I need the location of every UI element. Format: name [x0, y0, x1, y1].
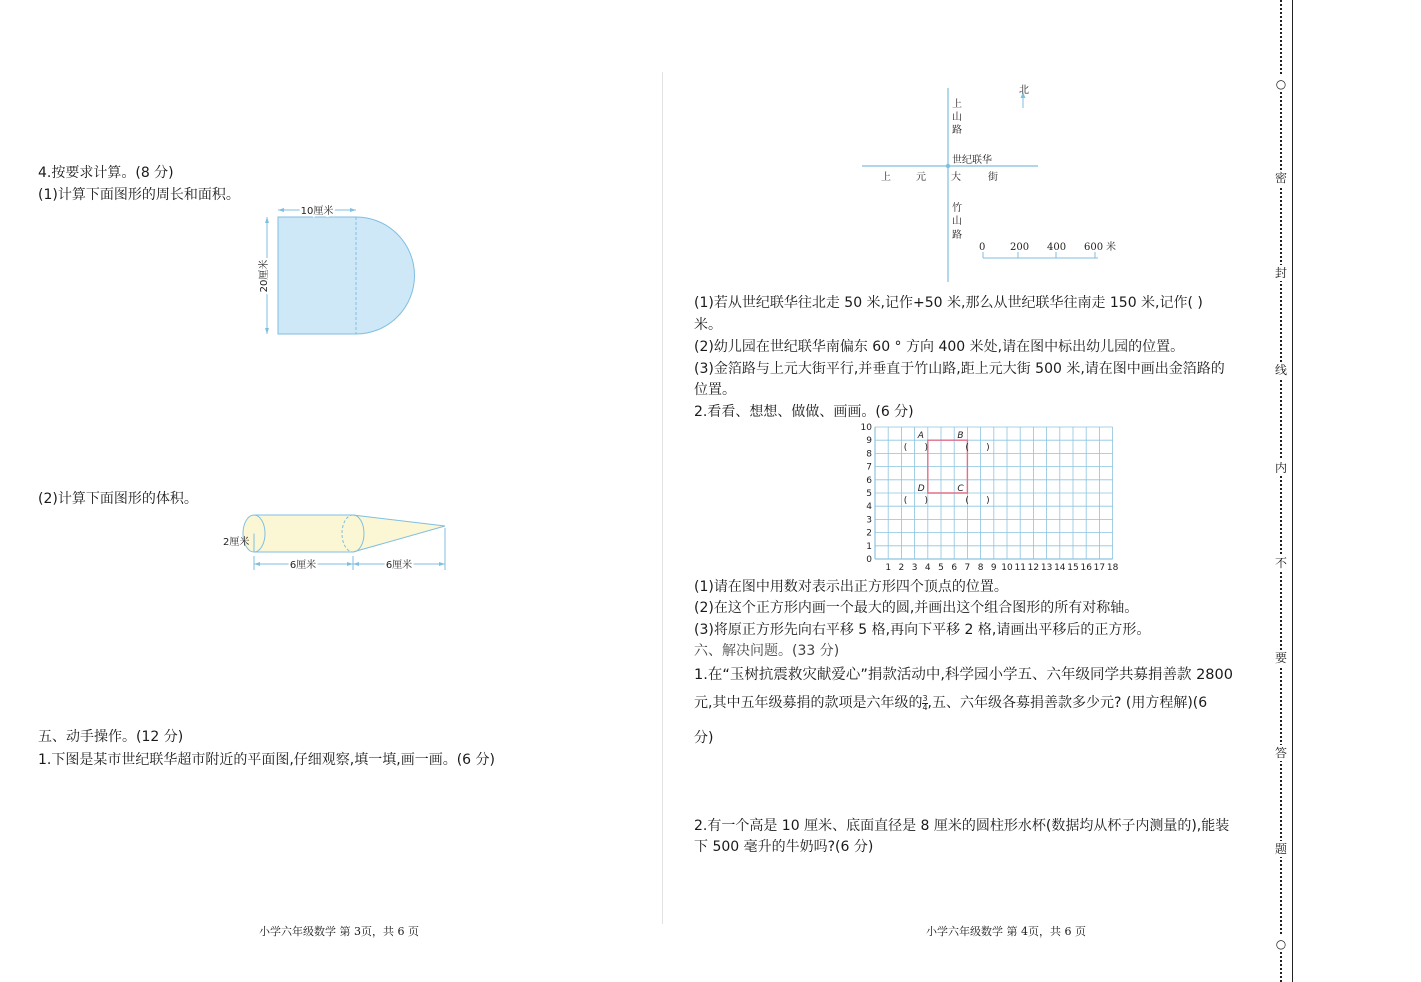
page-divider [662, 72, 663, 924]
footer-right: 小学六年级数学 第 4页，共 6 页 [926, 925, 1086, 938]
road-north-2: 山 [952, 112, 962, 123]
q5-part1: 1.下图是某市世纪联华超市附近的平面图,仔细观察,填一填,画一画。(6 分) [38, 752, 495, 768]
fig2-cone-length: 6厘米 [385, 560, 413, 571]
x-tick-label: 7 [964, 563, 971, 573]
binding-char-nei: 内 [1271, 460, 1291, 476]
scale-bar [979, 240, 1116, 258]
x-tick-label: 6 [951, 563, 958, 573]
vertex-label-C: C [957, 484, 964, 494]
y-tick-label: 0 [866, 555, 872, 565]
road-south-1: 竹 [952, 203, 962, 214]
road-north-1: 上 [952, 99, 962, 110]
problem2-line2: 下 500 毫升的牛奶吗?(6 分) [694, 839, 874, 855]
x-tick-label: 9 [990, 563, 997, 573]
north-label: 北 [1019, 85, 1029, 96]
footer-left: 小学六年级数学 第 3页，共 6 页 [259, 925, 419, 938]
x-tick-label: 10 [1001, 563, 1013, 573]
x-tick-label: 18 [1106, 563, 1119, 573]
x-tick-label: 3 [911, 563, 918, 573]
q4-part1: (1)计算下面图形的周长和面积。 [38, 187, 240, 203]
center-label: 世纪联华 [952, 155, 992, 166]
scale-tick-400: 400 [1047, 242, 1067, 253]
figure-rect-semicircle [255, 200, 425, 345]
road-south-2: 山 [952, 216, 962, 227]
map-q3-line2: 位置。 [694, 382, 736, 398]
map-q1-line1: (1)若从世纪联华往北走 50 米,记作+50 米,那么从世纪联华往南走 150 米,记作( ) [694, 295, 1203, 311]
x-tick-label: 12 [1027, 563, 1040, 573]
x-tick-label: 15 [1067, 563, 1079, 573]
problem1-line1: 1.在“玉树抗震救灾献爱心”捐款活动中,科学园小学五、六年级同学共募捐善款 2800 [694, 667, 1233, 683]
map-q2: (2)幼儿园在世纪联华南偏东 60 ° 方向 400 米处,请在图中标出幼儿园的位置。 [694, 339, 1185, 355]
binding-margin [1271, 0, 1291, 982]
binding-border [1292, 0, 1293, 982]
q2-title: 2.看看、想想、做做、画画。(6 分) [694, 404, 914, 420]
road-north-3: 路 [952, 125, 962, 136]
fig1-side-label: 20厘米 [259, 259, 270, 293]
problem1-line3: 分) [694, 730, 714, 746]
fig1-top-label: 10厘米 [300, 206, 334, 217]
avenue-char-2: 元 [916, 172, 926, 183]
figure-cylinder-cone [220, 508, 455, 578]
grid-q2: (2)在这个正方形内画一个最大的圆,并画出这个组合图形的所有对称轴。 [694, 600, 1139, 616]
map-q1-line2: 米。 [694, 317, 722, 333]
grid-q1: (1)请在图中用数对表示出正方形四个顶点的位置。 [694, 579, 1008, 595]
vertex-answer-blank: ( ) [965, 443, 990, 454]
x-tick-label: 8 [977, 563, 984, 573]
y-tick-label: 3 [866, 515, 872, 526]
binding-char-yao: 要 [1271, 650, 1291, 666]
x-tick-label: 16 [1080, 563, 1092, 573]
problem1-line2-a: 元,其中五年级募捐的款项是六年级的 [694, 695, 923, 711]
avenue-char-1: 上 [881, 172, 891, 183]
fig2-cylinder-length: 6厘米 [289, 560, 317, 571]
x-tick-label: 4 [924, 563, 931, 573]
scale-tick-200: 200 [1010, 242, 1030, 253]
vertex-answer-blank: ( ) [965, 496, 990, 506]
x-tick-label: 17 [1093, 563, 1106, 573]
scale-unit: 米 [1106, 242, 1116, 253]
scale-tick-600: 600 [1084, 242, 1104, 253]
x-tick-label: 13 [1040, 563, 1053, 573]
y-tick-label: 6 [866, 475, 872, 486]
y-tick-label: 10 [860, 423, 872, 433]
vertex-label-D: D [917, 484, 925, 494]
road-south-3: 路 [952, 230, 962, 241]
coordinate-grid [860, 424, 1125, 576]
y-tick-label: 5 [866, 489, 872, 499]
vertex-label-B: B [957, 431, 964, 442]
fraction-numerator: 3 [922, 693, 928, 703]
q4-title: 4.按要求计算。(8 分) [38, 165, 174, 181]
y-tick-label: 7 [866, 462, 872, 473]
x-tick-label: 14 [1054, 563, 1066, 573]
binding-char-xian: 线 [1271, 362, 1291, 378]
fraction-denominator: 4 [922, 702, 928, 712]
y-tick-label: 4 [866, 502, 872, 513]
scale-tick-0: 0 [979, 242, 986, 253]
section5-title: 五、动手操作。(12 分) [38, 729, 184, 745]
vertex-answer-blank: ( ) [903, 443, 928, 454]
y-tick-label: 1 [866, 541, 872, 552]
problem2-line1: 2.有一个高是 10 厘米、底面直径是 8 厘米的圆柱形水杯(数据均从杯子内测量的),能装 [694, 818, 1230, 834]
problem1-line2-b: ,五、六年级各募捐善款多少元? (用方程解)(6 [927, 695, 1208, 711]
binding-circle-top: ○ [1271, 76, 1291, 92]
binding-char-ti: 题 [1271, 841, 1291, 857]
binding-dotted-line [1280, 0, 1282, 982]
section6-title: 六、解决问题。(33 分) [694, 643, 840, 659]
binding-char-feng: 封 [1271, 265, 1291, 281]
y-tick-label: 9 [866, 436, 872, 447]
street-map [860, 80, 1130, 285]
avenue-char-3: 大 [951, 172, 961, 183]
fig2-radius-label: 2厘米 [223, 537, 250, 548]
vertex-answer-blank: ( ) [903, 496, 928, 506]
binding-char-da: 答 [1271, 745, 1291, 761]
problem1-line2 [694, 694, 1207, 712]
y-tick-label: 8 [866, 449, 872, 460]
x-tick-label: 1 [885, 563, 892, 573]
grid-q3: (3)将原正方形先向右平移 5 格,再向下平移 2 格,请画出平移后的正方形。 [694, 622, 1151, 638]
vertex-label-A: A [917, 431, 924, 442]
binding-circle-bottom: ○ [1271, 936, 1291, 952]
x-tick-label: 5 [938, 563, 944, 573]
binding-char-mi: 密 [1271, 170, 1291, 186]
y-tick-label: 2 [866, 528, 872, 539]
x-tick-label: 2 [898, 563, 905, 573]
map-q3-line1: (3)金箔路与上元大街平行,并垂直于竹山路,距上元大街 500 米,请在图中画出金箔路的 [694, 361, 1225, 377]
avenue-char-4: 街 [988, 172, 998, 183]
binding-char-bu: 不 [1271, 555, 1291, 571]
q4-part2: (2)计算下面图形的体积。 [38, 491, 198, 507]
x-tick-label: 11 [1014, 563, 1026, 573]
